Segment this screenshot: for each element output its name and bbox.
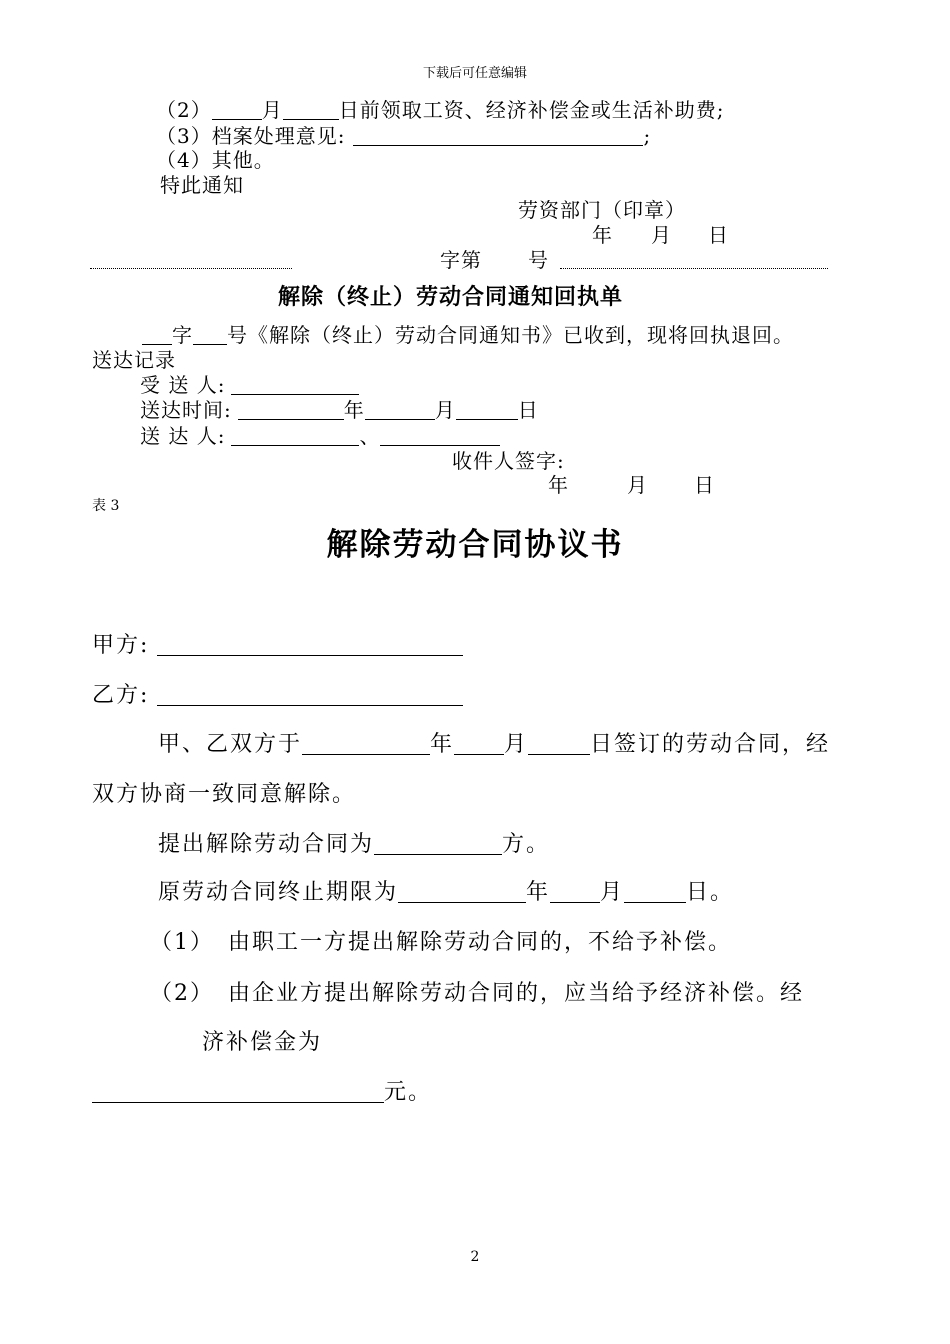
time-month: 月 (434, 398, 456, 422)
receiver-blank (231, 376, 359, 395)
party-a-row (92, 635, 463, 657)
item2-month: 月 (261, 98, 283, 122)
p1-year: 年 (430, 732, 455, 757)
archive-opinion-blank (353, 127, 643, 146)
date-month: 月 (651, 223, 672, 247)
issuing-department: 劳资部门（印章） (518, 198, 686, 222)
day-blank (283, 101, 339, 120)
sender-label: 送 达 人: (140, 424, 226, 448)
sign-year-blank (302, 734, 430, 755)
compensation-amount-blank (92, 1082, 384, 1103)
item2-text: 日前领取工资、经济补偿金或生活补助费; (338, 98, 725, 122)
agreement-title: 解除劳动合同协议书 (326, 527, 624, 563)
compensation-amount-row (92, 1082, 432, 1104)
p3-year: 年 (526, 880, 551, 905)
sender-blank-1 (231, 427, 359, 446)
time-day: 日 (517, 398, 539, 422)
receiver-row (140, 375, 359, 395)
contract-term-row (158, 882, 734, 904)
proposing-party-blank (374, 834, 502, 855)
reference-number (440, 250, 549, 270)
sender-row (140, 426, 500, 446)
notice-date (592, 225, 729, 245)
receipt-title: 解除（终止）劳动合同通知回执单 (278, 284, 624, 310)
ref-zi: 字第 (440, 248, 482, 272)
party-b-blank (157, 685, 463, 706)
receipt-zi: 字 (172, 323, 193, 347)
time-day-blank (456, 401, 518, 420)
delivery-time-row (140, 400, 539, 420)
receipt-body-text: 号《解除（终止）劳动合同通知书》已收到，现将回执退回。 (227, 323, 794, 347)
p2-b: 方。 (502, 832, 551, 857)
receipt-date (548, 475, 715, 495)
p3-a: 原劳动合同终止期限为 (158, 880, 399, 905)
receipt-body (142, 325, 794, 345)
time-year: 年 (343, 398, 365, 422)
p1-month: 月 (504, 732, 529, 757)
sign-day-blank (528, 734, 590, 755)
sign-month-blank (454, 734, 504, 755)
clause-2-continued: 济补偿金为 (202, 1030, 323, 1055)
receiver-label: 受 送 人: (140, 373, 226, 397)
sender-blank-2 (380, 427, 500, 446)
notice-closing: 特此通知 (160, 173, 244, 197)
signing-date-paragraph (158, 734, 830, 756)
page-number: 2 (470, 1249, 480, 1265)
item3-end: ; (643, 124, 652, 148)
clause-1-text: 由职工一方提出解除劳动合同的，不给予补偿。 (228, 930, 733, 955)
sender-separator: 、 (359, 424, 381, 448)
item3-label: （3）档案处理意见: (156, 124, 346, 148)
cut-line-right (560, 268, 828, 269)
table-label: 表 3 (92, 498, 120, 514)
party-a-label: 甲方: (92, 633, 150, 658)
delivery-record-label: 送达记录 (92, 348, 176, 372)
receipt-date-year: 年 (548, 473, 569, 497)
proposing-party-row (158, 834, 550, 856)
term-month-blank (550, 882, 600, 903)
recipient-signature: 收件人签字: (452, 449, 565, 473)
term-day-blank (624, 882, 686, 903)
time-year-blank (238, 401, 344, 420)
cut-line-left (90, 268, 292, 269)
clause-2-text: 由企业方提出解除劳动合同的，应当给予经济补偿。经 (228, 981, 805, 1006)
p3-month: 月 (600, 880, 625, 905)
page-header: 下载后可任意编辑 (422, 66, 527, 81)
notice-item-3 (156, 126, 651, 146)
hao-blank (193, 326, 227, 345)
ref-hao: 号 (528, 248, 549, 272)
item2-open: （2） (156, 98, 212, 122)
compensation-unit: 元。 (384, 1080, 433, 1105)
mutual-agreement-line: 双方协商一致同意解除。 (92, 782, 357, 807)
clause-1 (150, 932, 732, 954)
party-b-row (92, 685, 463, 707)
date-day: 日 (708, 223, 729, 247)
p1-a: 甲、乙双方于 (158, 732, 303, 757)
clause-1-number: （1） (150, 930, 214, 955)
p3-day: 日。 (686, 880, 735, 905)
receipt-date-month: 月 (627, 473, 648, 497)
receipt-date-day: 日 (694, 473, 715, 497)
p1-rest: 日签订的劳动合同，经 (590, 732, 831, 757)
term-year-blank (398, 882, 526, 903)
date-year: 年 (592, 223, 613, 247)
month-blank (212, 101, 262, 120)
party-b-label: 乙方: (92, 683, 150, 708)
clause-2 (150, 983, 804, 1005)
delivery-time-label: 送达时间: (140, 398, 232, 422)
notice-item-4: （4）其他。 (156, 148, 275, 172)
p2-a: 提出解除劳动合同为 (158, 832, 375, 857)
notice-item-2 (156, 100, 724, 120)
time-month-blank (365, 401, 435, 420)
zi-blank (142, 326, 172, 345)
clause-2-number: （2） (150, 981, 214, 1006)
party-a-blank (157, 635, 463, 656)
